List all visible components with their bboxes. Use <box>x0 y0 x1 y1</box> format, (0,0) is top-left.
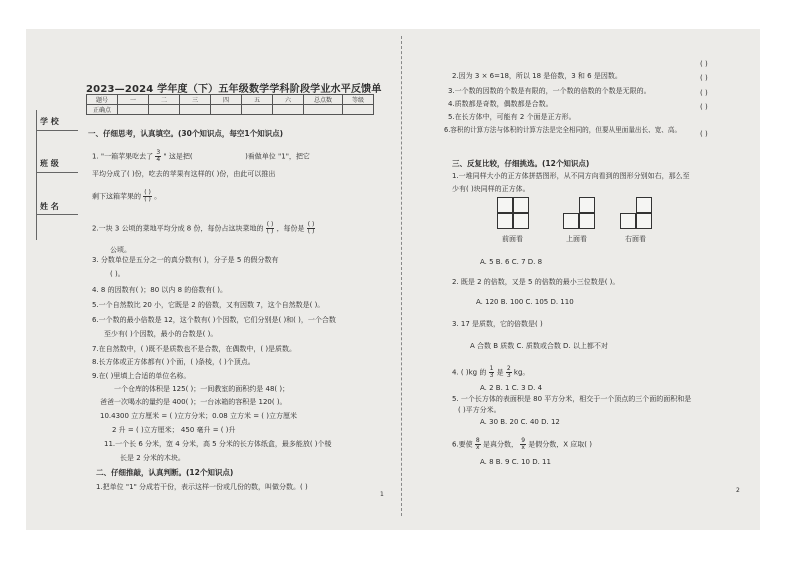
page-number-1: 1 <box>380 491 384 498</box>
c6-text-b: 是真分数， <box>482 440 518 449</box>
page-divider <box>401 36 402 516</box>
score-header: 三 <box>180 95 211 105</box>
page-title: 2023—2024 学年度（下）五年级数学学科阶段学业水平反馈单 <box>86 84 382 95</box>
page-number-2: 2 <box>736 487 740 494</box>
score-cell[interactable] <box>180 105 211 115</box>
numerator: ( ) <box>266 221 274 228</box>
denominator: ( ) <box>307 228 315 235</box>
section-2-heading: 二、仔细推敲，认真判断。(12个知识点) <box>96 468 234 477</box>
top-view-label: 上面看 <box>566 235 587 243</box>
choice-1: 1.一堆同样大小的正方体拼搭图形，从不同方向看到的图形分别如右，那么至 <box>452 172 690 180</box>
score-cell[interactable] <box>304 105 343 115</box>
question-10-line2: 2 升 = ( )立方厘米； 450 毫升 = ( )升 <box>112 426 236 434</box>
question-6: 6.一个数的最小倍数是 12，这个数有( )个因数，它们分别是( )和( )，一个合数 <box>92 316 336 324</box>
judge-2: 2.因为 3 × 6=18，所以 18 是倍数，3 和 6 是因数。 <box>452 72 622 80</box>
question-1-line2: 平均分成了( )份，吃去的苹果有这样的( )份，由此可以推出 <box>92 170 276 178</box>
front-view-label: 前面看 <box>502 235 523 243</box>
judge-1: 1.把单位 "1" 分成若干份，表示这样一份或几份的数，叫做分数。( ) <box>96 483 308 491</box>
choice-4-options[interactable]: A. 2 B. 1 C. 3 D. 4 <box>480 384 543 392</box>
question-11-line2: 长是 2 分米的木块。 <box>120 454 185 462</box>
question-5: 5.一个自然数比 20 小，它既是 2 的倍数，又有因数 7，这个自然数是( )。 <box>92 301 325 309</box>
choice-3: 3. 17 是质数，它的倍数是( ) <box>452 320 543 328</box>
choice-5-line2: ( )平方分米。 <box>458 406 501 414</box>
score-header: 一 <box>118 95 149 105</box>
question-4: 4. 8 的因数有( )；80 以内 8 的倍数有( )。 <box>92 286 227 294</box>
judge-5: 5.在长方体中，可能有 2 个面是正方形。 <box>448 113 576 121</box>
fraction-two-thirds <box>506 366 512 379</box>
choice-5-options[interactable]: A. 30 B. 20 C. 40 D. 12 <box>480 418 560 426</box>
fraction-blank[interactable] <box>266 222 275 235</box>
score-header: 二 <box>149 95 180 105</box>
choice-3-options[interactable]: A 合数 B 质数 C. 质数或合数 D. 以上都不对 <box>470 342 608 350</box>
q1-text-e: 剩下这箱苹果的 <box>92 192 141 201</box>
question-6-line2: 至少有( )个因数，最小的合数是( )。 <box>104 330 218 338</box>
right-view-label: 右面看 <box>625 235 646 243</box>
judge-6: 6.容积的计算方法与体积的计算方法是完全相同的，但要从里面量出长、宽、高。 <box>444 126 682 134</box>
question-2 <box>92 222 315 235</box>
class-field[interactable] <box>36 172 78 173</box>
numerator: ( ) <box>144 189 151 196</box>
choice-2-options[interactable]: A. 120 B. 100 C. 105 D. 110 <box>476 298 574 306</box>
question-10: 10.4300 立方厘米 = ( )立方分米；0.08 立方米 = ( )立方厘米 <box>100 412 297 420</box>
score-cell[interactable] <box>149 105 180 115</box>
judge-5-answer[interactable]: ( ) <box>700 103 708 111</box>
choice-1-line2: 少有( )块同样的正方体。 <box>452 185 530 193</box>
question-3: 3. 分数单位是五分之一的真分数有( )，分子是 5 的假分数有 <box>92 256 279 264</box>
class-label: 班 级 <box>40 159 59 168</box>
judge-2-answer[interactable]: ( ) <box>700 60 708 68</box>
q2-text-b: ，每份是 <box>276 224 305 233</box>
numerator: 2 <box>506 365 511 372</box>
numerator: 1 <box>489 365 494 372</box>
denominator: ( ) <box>266 228 274 235</box>
score-header: 题号 <box>87 95 118 105</box>
judge-3-answer[interactable]: ( ) <box>700 74 708 82</box>
question-3-line2: ( )。 <box>110 270 125 278</box>
school-label: 学 校 <box>40 117 59 126</box>
section-1-heading: 一、仔细思考，认真填空。(30个知识点，每空1个知识点) <box>88 129 284 138</box>
score-cell[interactable] <box>343 105 374 115</box>
numerator: ( ) <box>307 221 315 228</box>
q1-text-c: )看做单位 "1"，把它 <box>245 152 310 161</box>
section-3-heading: 三、反复比较，仔细挑选。(12个知识点) <box>452 159 590 168</box>
denominator: x <box>521 444 525 451</box>
choice-2: 2. 既是 2 的倍数，又是 5 的倍数的最小三位数是( )。 <box>452 278 620 286</box>
fraction-8-over-x <box>475 438 481 451</box>
q2-text-a: 2.一块 3 公顷的菜地平均分成 8 份，每份占这块菜地的 <box>92 224 264 233</box>
score-header: 六 <box>273 95 304 105</box>
choice-5: 5. 一个长方体的表面积是 80 平方分米，相交于一个顶点的三个面的面积和是 <box>452 395 692 403</box>
denominator: 3 <box>506 372 511 379</box>
judge-4: 4.质数都是奇数，偶数都是合数。 <box>448 100 553 108</box>
judge-6-answer[interactable]: ( ) <box>700 130 708 138</box>
score-row-label: 正确点 <box>87 105 118 115</box>
denominator: x <box>476 444 480 451</box>
question-1 <box>92 150 310 163</box>
q1-text-b: " 这是把( <box>163 152 193 161</box>
choice-6 <box>452 438 592 451</box>
numerator: 8 <box>475 437 480 444</box>
fraction-blank[interactable] <box>143 190 152 203</box>
score-header: 四 <box>211 95 242 105</box>
fraction-blank[interactable] <box>307 222 316 235</box>
front-view-figure <box>497 197 531 231</box>
question-9: 9.在( )里填上合适的单位名称。 <box>92 372 191 380</box>
judge-4-answer[interactable]: ( ) <box>700 89 708 97</box>
question-9-line3: 爸爸一次喝水的量约是 400( )；一台冰箱的容积是 120( )。 <box>100 398 287 406</box>
score-cell[interactable] <box>242 105 273 115</box>
choice-6-options[interactable]: A. 8 B. 9 C. 10 D. 11 <box>480 458 551 466</box>
score-row <box>87 105 374 115</box>
school-field[interactable] <box>36 130 78 131</box>
c6-text-a: 6.要使 <box>452 440 473 449</box>
q1-text-a: 1. "一箱苹果吃去了 <box>92 152 154 161</box>
c4-text-a: 4. ( )kg 的 <box>452 368 487 377</box>
score-header: 等级 <box>343 95 374 105</box>
choice-4 <box>452 366 529 379</box>
score-header-row <box>87 95 374 105</box>
fraction-one-third <box>489 366 495 379</box>
score-cell[interactable] <box>211 105 242 115</box>
c6-text-c: 是假分数，X 应取( ) <box>528 440 592 449</box>
judge-3: 3.一个数的因数的个数是有限的，一个数的倍数的个数是无限的。 <box>448 87 651 95</box>
name-field[interactable] <box>36 214 78 215</box>
score-cell[interactable] <box>118 105 149 115</box>
fraction-9-over-x <box>520 438 526 451</box>
score-header: 五 <box>242 95 273 105</box>
score-header: 总点数 <box>304 95 343 105</box>
right-view-figure <box>620 197 654 231</box>
top-view-figure <box>563 197 597 231</box>
numerator: 9 <box>521 437 526 444</box>
question-1-line3: 剩下这箱苹果的 $\frac{( )}{( )}$ 。 <box>92 189 162 203</box>
question-8: 8.长方体或正方体都有( )个面，( )条棱，( )个顶点。 <box>92 358 255 366</box>
denominator: ( ) <box>144 196 151 203</box>
choice-1-options[interactable]: A. 5 B. 6 C. 7 D. 8 <box>480 258 543 266</box>
denominator: 4 <box>156 156 161 163</box>
denominator: 3 <box>489 372 494 379</box>
question-9-line2: 一个仓库的体积是 125( )；一间教室的面积约是 48( )； <box>114 385 290 393</box>
numerator: 3 <box>156 149 161 156</box>
score-cell[interactable] <box>273 105 304 115</box>
question-2-line2: 公顷。 <box>110 246 131 254</box>
fraction-three-quarters <box>155 150 161 163</box>
name-label: 姓 名 <box>40 202 59 211</box>
c4-text-c: kg。 <box>513 368 530 377</box>
question-7: 7.在自然数中，( )既不是质数也不是合数，在偶数中，( )是质数。 <box>92 345 297 353</box>
c4-text-b: 是 <box>496 368 504 377</box>
score-table <box>86 94 374 115</box>
question-11: 11.一个长 6 分米，宽 4 分米，高 5 分米的长方体纸盒，最多能放( )个棱 <box>104 440 332 448</box>
